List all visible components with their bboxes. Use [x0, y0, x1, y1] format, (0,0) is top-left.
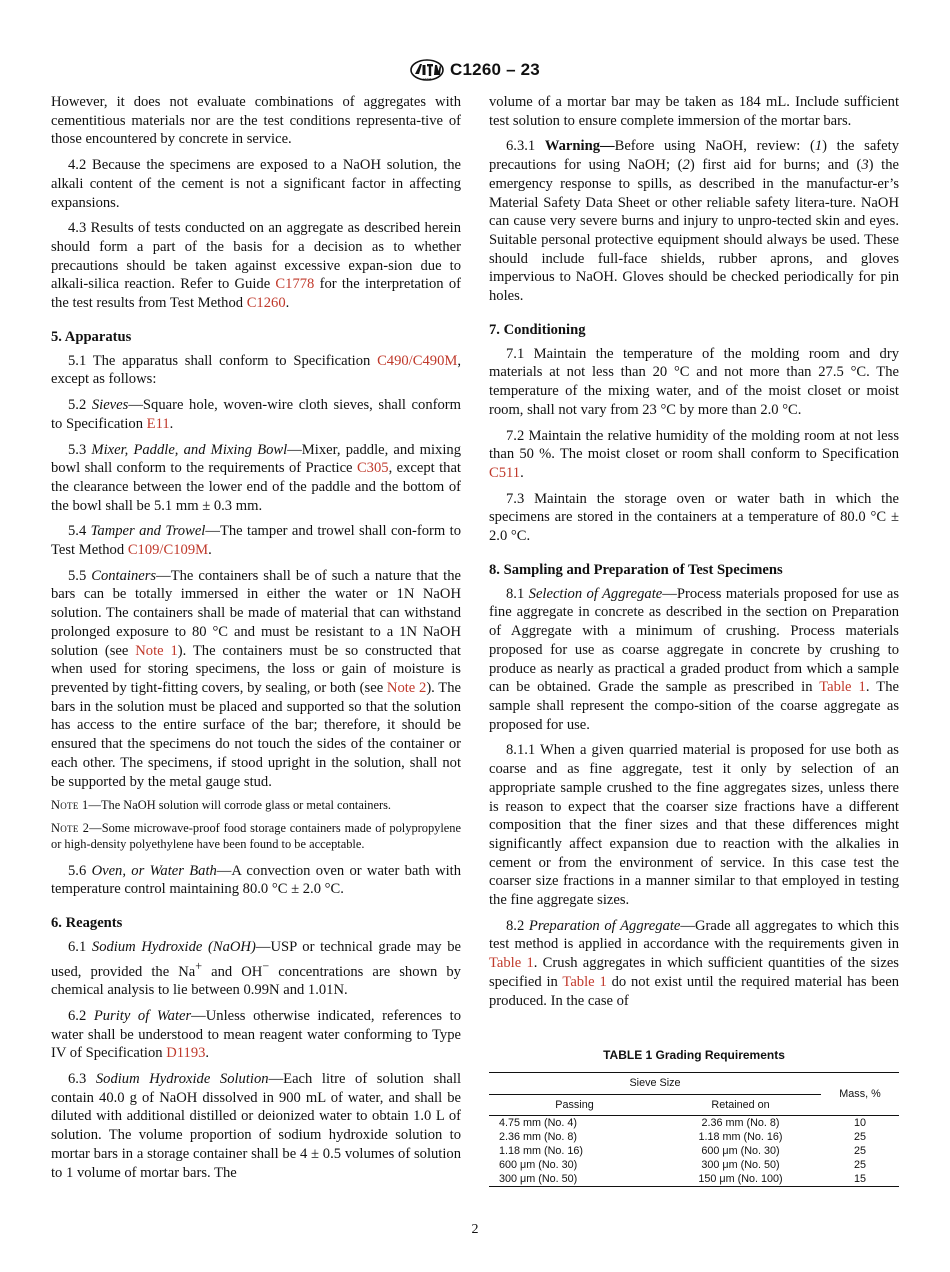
paragraph-7-3: 7.3 Maintain the storage oven or water bath in which the specimens are stored in the containers at a temperature of 80.0 °C ± 2.0 °C.: [489, 490, 899, 545]
link-e11[interactable]: E11: [146, 415, 170, 432]
paragraph-6-1: 6.1 Sodium Hydroxide (NaOH)—USP or technical grade may be used, provided the Na+ and OH− concentrations are shown by chemical analysis to lie between 0.99N and 1.01N.: [51, 939, 462, 999]
paragraph-7-2: 7.2 Maintain the relative humidity of the molding room at not less than 50 %. The moist closet or room shall conform to Specification C511.: [489, 427, 899, 481]
table-cell-mass: 25: [853, 1145, 866, 1158]
section-8-heading: 8. Sampling and Preparation of Test Specimens: [489, 561, 783, 578]
right-column: [489, 93, 899, 1187]
paragraph-8-1-1: 8.1.1 When a given quarried material is proposed for use both as coarse and as fine aggregate, test it only by selection of an appropriate sample crushed to the fine aggregates sizes, unless there is reason to expect that the coarser size fractions have a different composition that the finer sizes and that these differences might significantly affect expansion due to reaction with the alkalies in cement or from the environment of service. In this case test the coarser size fractions in a manner similar to that employed in testing the fine aggregate sizes.: [489, 742, 899, 909]
paragraph-5-3: 5.3 Mixer, Paddle, and Mixing Bowl—Mixer, paddle, and mixing bowl shall conform to the requirements of Practice C305, except that the clearance between the lower end of the paddle and the bottom of the bowl shall be 5.1 mm ± 0.3 mm.: [51, 441, 462, 514]
link-note-2[interactable]: Note 2: [386, 679, 427, 696]
paragraph-5-1: 5.1 The apparatus shall conform to Specification C490/C490M, except as follows:: [51, 352, 461, 388]
table-row: [489, 1172, 899, 1187]
paragraph-5-4: 5.4 Tamper and Trowel—The tamper and trowel shall con-form to Test Method C109/C109M.: [51, 523, 462, 559]
table-cell-retained: 2.36 mm (No. 8): [701, 1117, 780, 1130]
paragraph-8-2: 8.2 Preparation of Aggregate—Grade all aggregates to which this test method is applied in accordance with the requirements given in Table 1. Crush aggregates in which sufficient quantities of the sizes specified in Table 1 do not exist until the required material has been produced. In the case of: [489, 917, 900, 1009]
table-cell-passing: 1.18 mm (No. 16): [499, 1145, 584, 1158]
paragraph-6-3-1-warning: 6.3.1 Warning—Before using NaOH, review: (1) the safety precautions for using NaOH; (2) first aid for burns; and (3) the emergency response to spills, as described in the manufactur-er’s Material Safety Data Sheet or other reliable safety litera-ture. NaOH can cause very severe burns and injury to unpro-tected skin and eyes. Suitable personal protective equipment should always be used. These should include full-face shields, rubber aprons, and gloves impervious to NaOH. Gloves should be checked periodically for pin holes.: [489, 138, 899, 305]
note-2: Note 2—Some microwave-proof food storage containers made of polypropylene or high-density polyethylene have been found to be acceptable.: [51, 821, 461, 851]
table-row: [489, 1144, 899, 1158]
page-header: [0, 58, 950, 82]
note-1: Note 1—The NaOH solution will corrode glass or metal containers.: [51, 798, 392, 813]
table-cell-mass: 10: [853, 1117, 866, 1130]
paragraph-5-2: 5.2 Sieves—Square hole, woven-wire cloth sieves, shall conform to Specification E11.: [51, 397, 461, 432]
paragraph-5-5: 5.5 Containers—The containers shall be of such a nature that the bars can be totally immersed in either the water or 1N NaOH solution. The containers shall be made of material that can withstand prolonged exposure to 80 °C and must be resistant to a 1N NaOH solution (see Note 1). The containers must be so constructed that when used for storing specimens, the loss or gain of moisture is prevented by tight-fitting covers, by sealing, or both (see Note 2). The bars in the solution must be placed and supported so that the solution has access to the entire surface of the bar; therefore, it should be ensured that the specimens do not touch the sides of the container or each other. The specimens, if stood upright in the solution, shall not be supported by the metal gauge stud.: [51, 567, 461, 790]
table-cell-passing: 2.36 mm (No. 8): [499, 1131, 577, 1144]
table-1: [489, 1046, 899, 1187]
table-title: TABLE 1 Grading Requirements: [603, 1048, 785, 1063]
paragraph-6-3-continued: volume of a mortar bar may be taken as 184 mL. Include sufficient test solution to ensure complete immersion of the mortar bars.: [489, 94, 899, 129]
table-cell-passing: 4.75 mm (No. 4): [499, 1117, 577, 1130]
table-cell-passing: 300 μm (No. 50): [489, 1172, 660, 1187]
logo-text: ASTM: [422, 77, 432, 81]
link-table-1[interactable]: Table 1: [819, 679, 866, 696]
document-code: C1260 – 23: [450, 60, 540, 79]
mass-header: Mass, %: [821, 1072, 899, 1115]
table-cell-retained: 1.18 mm (No. 16): [698, 1131, 783, 1144]
table-cell-retained: 150 μm (No. 100): [660, 1172, 821, 1187]
paragraph-6-2: 6.2 Purity of Water—Unless otherwise indicated, references to water shall be understood to mean reagent water conforming to Type IV of Specification D1193.: [51, 1007, 461, 1062]
section-7-heading: 7. Conditioning: [489, 321, 586, 338]
table-row: [489, 1116, 899, 1131]
link-c511[interactable]: C511: [489, 464, 521, 481]
page-number: 2: [471, 1222, 479, 1237]
link-c1778[interactable]: C1778: [275, 276, 315, 293]
paragraph-4-1-continued: However, it does not evaluate combinations of aggregates with cementitious materials nor are the test conditions representa-tive of those encountered by concrete in service.: [51, 94, 461, 148]
paragraph-7-1: 7.1 Maintain the temperature of the molding room and dry materials at not less than 20 °C and not more than 27.5 °C. The temperature of the mixing water, and of the moist closet or moist room, shall not vary from 23 °C by more than 2.0 °C.: [489, 345, 899, 418]
left-column: [51, 93, 461, 1182]
paragraph-4-2: 4.2 Because the specimens are exposed to a NaOH solution, the alkali content of the cement is not a significant factor in affecting expansions.: [51, 157, 461, 211]
link-table-1[interactable]: Table 1: [489, 955, 534, 972]
table-cell-retained: 600 μm (No. 30): [701, 1145, 780, 1158]
table-cell-retained: 300 μm (No. 50): [701, 1159, 780, 1172]
table-cell-passing: 600 μm (No. 30): [499, 1159, 578, 1172]
link-c109[interactable]: C109/C109M: [127, 542, 209, 559]
table-cell-mass: 15: [821, 1172, 899, 1187]
paragraph-5-6: 5.6 Oven, or Water Bath—A convection oven or water bath with temperature control maintaining 80.0 °C ± 2.0 °C.: [51, 862, 462, 898]
link-note-1[interactable]: Note 1: [135, 642, 178, 659]
section-5-heading: 5. Apparatus: [51, 328, 132, 345]
passing-header: Passing: [489, 1094, 660, 1116]
grading-table: [489, 1072, 899, 1187]
retained-header: Retained on: [660, 1094, 821, 1116]
link-c305[interactable]: C305: [356, 460, 389, 477]
table-row: [489, 1130, 899, 1144]
link-d1193[interactable]: D1193: [166, 1045, 206, 1062]
grading-table-body: [489, 1116, 899, 1187]
link-table-1[interactable]: Table 1: [562, 973, 607, 990]
section-6-heading: 6. Reagents: [51, 915, 123, 931]
sieve-size-header: Sieve Size: [489, 1072, 821, 1094]
paragraph-8-1: 8.1 Selection of Aggregate—Process materials proposed for use as fine aggregate in concrete as described in the section on Preparation of Aggregate with a minimum of crushing. Process materials proposed for use as coarse aggregate in concrete by crushing to produce as nearly as practical a graded product from which a sample can be obtained. Grade the sample as prescribed in Table 1. The sample shall represent the compo-sition of the coarse aggregate as proposed for use.: [489, 585, 899, 733]
paragraph-6-3: 6.3 Sodium Hydroxide Solution—Each litre of solution shall contain 40.0 g of NaOH dissolved in 900 mL of water, and shall be diluted with additional distilled or deionized water to obtain 1.0 L of solution. The volume proportion of sodium hydroxide solution to mortar bars in a storage container shall be 4 ± 0.5 volumes of solution to 1 volume of mortar bars. The: [51, 1071, 462, 1181]
table-row: [489, 1158, 899, 1172]
paragraph-4-3: 4.3 Results of tests conducted on an aggregate as described herein should form a part of the basis for a decision as to whether precautions should be taken against excessive expan-sion due to alkali-silica reaction. Refer to Guide C1778 for the interpretation of the test results from Test Method C1260.: [51, 220, 461, 312]
link-c1260[interactable]: C1260: [246, 295, 286, 312]
table-cell-mass: 25: [853, 1131, 866, 1144]
link-c490[interactable]: C490/C490M: [377, 352, 458, 369]
astm-logo: [410, 59, 444, 81]
table-cell-mass: 25: [853, 1159, 866, 1172]
